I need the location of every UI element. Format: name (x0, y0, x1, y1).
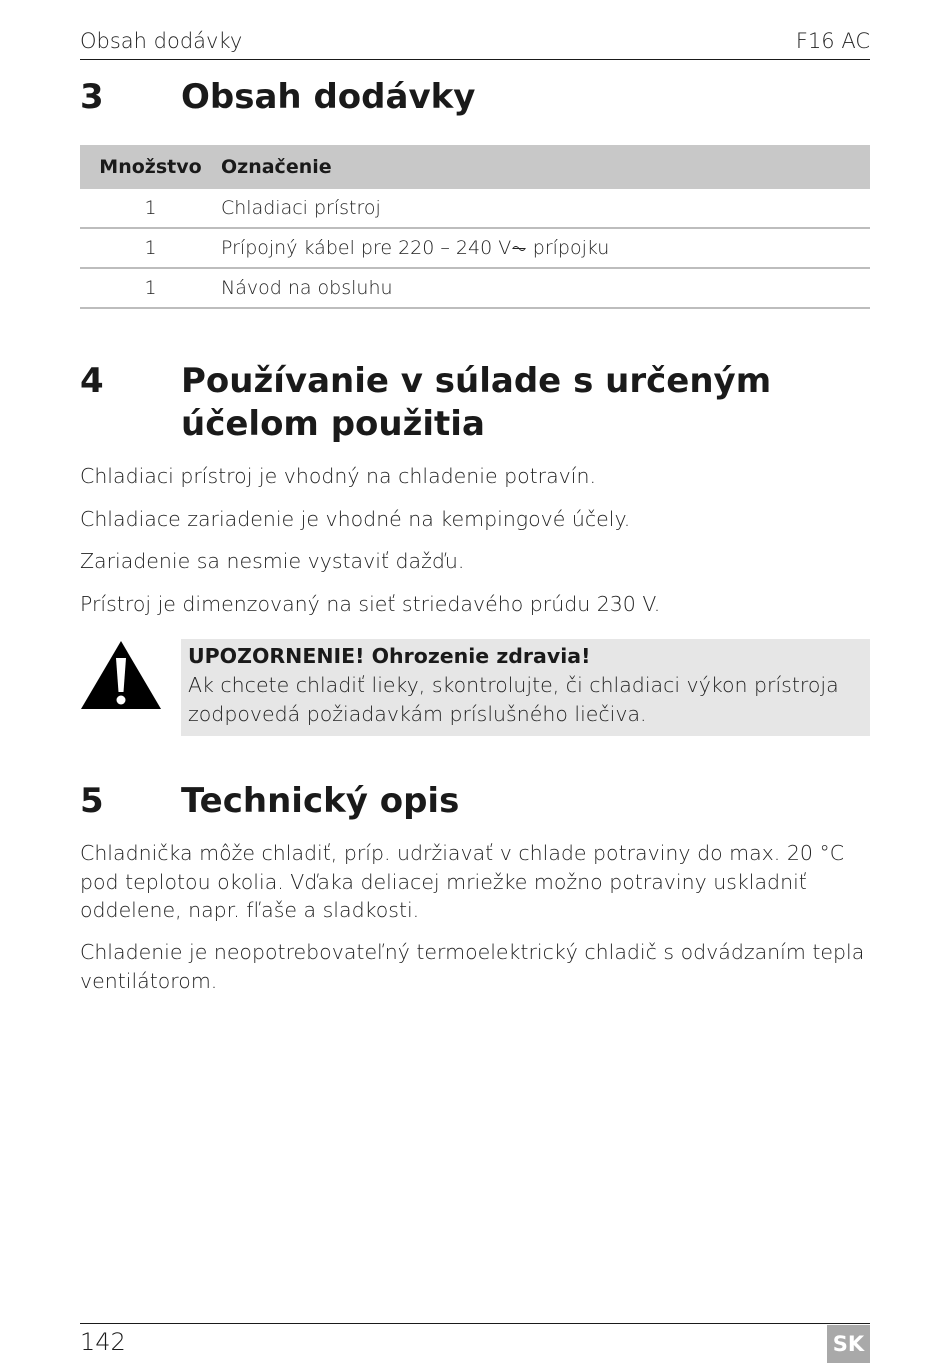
manual-page (80, 0, 870, 1365)
warning-triangle-icon (80, 640, 162, 710)
row-quantity: 1 (80, 189, 221, 228)
section-4-paragraph: Chladiaci prístroj je vhodný na chladenie potravín. (80, 464, 597, 488)
page-number: 142 (80, 1328, 126, 1356)
header-model-name: F16 AC (795, 29, 870, 53)
column-header-quantity: Množstvo (80, 145, 221, 189)
warning-title: UPOZORNENIE! Ohrozenie zdravia! (188, 644, 591, 668)
row-quantity: 1 (80, 228, 221, 268)
language-badge: SK (827, 1325, 870, 1363)
warning-text: Ak chcete chladiť lieky, skontrolujte, či chladiaci výkon prístroja zodpovedá požiadavkám príslušného liečiva. (188, 673, 839, 726)
header-section-title: Obsah dodávky (80, 29, 243, 53)
table-row (80, 268, 870, 308)
running-header (80, 27, 870, 60)
section-4-title: Používanie v súlade s určeným účelom použitia (181, 361, 772, 444)
health-warning-box (181, 639, 870, 736)
section-5-heading (80, 780, 870, 823)
section-3-heading (80, 76, 870, 119)
row-designation: Prípojný kábel pre 220 – 240 V⏦ prípojku (221, 228, 870, 268)
delivery-contents-table (80, 145, 870, 309)
section-5-paragraph: Chladnička môže chladiť, príp. udržiavať v chlade potraviny do max. 20 °C pod teplotou okolia. Vďaka deliacej mriežke možno potraviny uskladniť oddelene, napr. fľaše a sladkosti. (80, 841, 845, 922)
table-header-row (80, 145, 870, 189)
section-5-paragraph: Chladenie je neopotrebovateľný termoelektrický chladič s odvádzaním tepla ventilátorom. (80, 940, 865, 993)
row-designation: Návod na obsluhu (221, 268, 870, 308)
table-row (80, 228, 870, 268)
section-5-number: 5 (80, 781, 104, 821)
section-4-heading (80, 360, 870, 446)
section-3-number: 3 (80, 77, 104, 117)
section-4-number: 4 (80, 361, 104, 401)
section-3-title: Obsah dodávky (181, 77, 476, 117)
column-header-designation: Označenie (221, 145, 870, 189)
row-quantity: 1 (80, 268, 221, 308)
table-row (80, 189, 870, 228)
section-4-paragraph: Zariadenie sa nesmie vystaviť dažďu. (80, 549, 465, 573)
section-4-paragraph: Chladiace zariadenie je vhodné na kempingové účely. (80, 507, 631, 531)
section-5-title: Technický opis (181, 781, 460, 821)
section-4-paragraph: Prístroj je dimenzovaný na sieť striedavého prúdu 230 V. (80, 592, 661, 616)
footer-rule (80, 1323, 870, 1324)
row-designation: Chladiaci prístroj (221, 189, 870, 228)
